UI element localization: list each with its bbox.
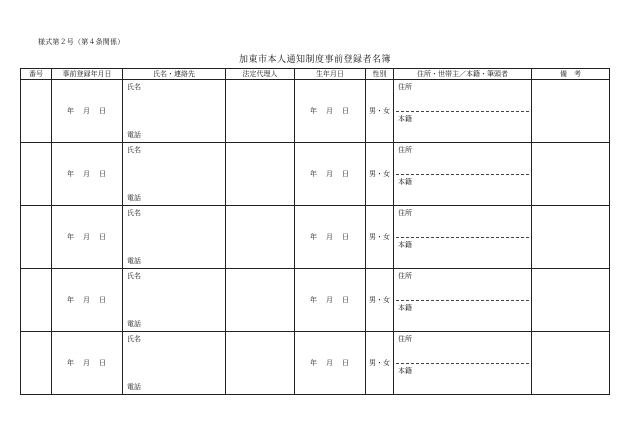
phone-label: 電話 [127,383,141,391]
month-label: 月 [83,233,91,241]
col-header-legal-representative: 法定代理人 [226,69,295,80]
address-label: 住所 [398,146,412,154]
day-label: 日 [342,296,350,304]
domicile-label: 本籍 [398,241,412,249]
registration-date-cell[interactable] [52,80,123,143]
col-header-remarks: 備 考 [532,69,610,80]
registration-date-cell[interactable] [52,332,123,395]
gender-cell[interactable] [366,143,394,206]
domicile-label: 本籍 [398,178,412,186]
phone-label: 電話 [127,257,141,265]
month-label: 月 [326,296,334,304]
col-header-registration-date: 事前登録年月日 [52,69,123,80]
dashed-divider [396,300,529,301]
address-domicile-cell[interactable] [394,143,532,206]
gender-label: 男・女 [369,359,390,367]
day-label: 日 [99,233,107,241]
name-label: 氏名 [127,335,141,343]
legal-representative-cell[interactable] [226,206,295,269]
year-label: 年 [310,359,318,367]
month-label: 月 [83,296,91,304]
table-row [21,332,610,395]
address-label: 住所 [398,83,412,91]
name-label: 氏名 [127,146,141,154]
legal-representative-cell[interactable] [226,269,295,332]
birth-date-cell[interactable] [295,332,366,395]
address-domicile-cell[interactable] [394,206,532,269]
number-cell[interactable] [21,269,52,332]
phone-label: 電話 [127,131,141,139]
birth-date-cell[interactable] [295,143,366,206]
remarks-cell[interactable] [532,332,610,395]
form-number: 様式第２号（第４条関係） [38,38,125,46]
name-contact-cell[interactable] [123,143,226,206]
day-label: 日 [99,296,107,304]
gender-cell[interactable] [366,80,394,143]
birth-date-cell[interactable] [295,206,366,269]
month-label: 月 [326,107,334,115]
day-label: 日 [342,170,350,178]
day-label: 日 [99,359,107,367]
address-label: 住所 [398,209,412,217]
domicile-label: 本籍 [398,367,412,375]
registration-date-cell[interactable] [52,269,123,332]
gender-label: 男・女 [369,107,390,115]
name-label: 氏名 [127,272,141,280]
year-label: 年 [67,359,75,367]
month-label: 月 [326,233,334,241]
number-cell[interactable] [21,143,52,206]
gender-cell[interactable] [366,332,394,395]
day-label: 日 [342,359,350,367]
name-contact-cell[interactable] [123,206,226,269]
year-label: 年 [310,170,318,178]
remarks-cell[interactable] [532,80,610,143]
year-label: 年 [67,107,75,115]
day-label: 日 [99,170,107,178]
table-row [21,269,610,332]
table-row [21,143,610,206]
year-label: 年 [310,233,318,241]
address-domicile-cell[interactable] [394,269,532,332]
document-title: 加東市本人通知制度事前登録者名簿 [238,55,391,65]
dashed-divider [396,111,529,112]
header-row [21,69,610,80]
address-domicile-cell[interactable] [394,332,532,395]
col-header-name-contact: 氏名・連絡先 [123,69,226,80]
registration-date-cell[interactable] [52,143,123,206]
dashed-divider [396,237,529,238]
table-row [21,206,610,269]
col-header-birth-date: 生年月日 [295,69,366,80]
month-label: 月 [83,107,91,115]
registration-date-cell[interactable] [52,206,123,269]
year-label: 年 [67,296,75,304]
table-row [21,80,610,143]
number-cell[interactable] [21,206,52,269]
birth-date-cell[interactable] [295,269,366,332]
name-contact-cell[interactable] [123,269,226,332]
name-contact-cell[interactable] [123,332,226,395]
month-label: 月 [83,359,91,367]
registrant-table [20,68,610,395]
year-label: 年 [67,170,75,178]
month-label: 月 [83,170,91,178]
legal-representative-cell[interactable] [226,80,295,143]
month-label: 月 [326,359,334,367]
day-label: 日 [342,107,350,115]
gender-label: 男・女 [369,233,390,241]
number-cell[interactable] [21,80,52,143]
remarks-cell[interactable] [532,269,610,332]
name-label: 氏名 [127,209,141,217]
year-label: 年 [67,233,75,241]
legal-representative-cell[interactable] [226,332,295,395]
legal-representative-cell[interactable] [226,143,295,206]
gender-label: 男・女 [369,170,390,178]
dashed-divider [396,174,529,175]
gender-cell[interactable] [366,206,394,269]
remarks-cell[interactable] [532,143,610,206]
col-header-gender: 性別 [366,69,394,80]
col-header-address-domicile: 住所・世帯主／本籍・筆頭者 [394,69,532,80]
domicile-label: 本籍 [398,115,412,123]
year-label: 年 [310,296,318,304]
gender-cell[interactable] [366,269,394,332]
col-header-number: 番号 [21,69,52,80]
remarks-cell[interactable] [532,206,610,269]
address-label: 住所 [398,335,412,343]
day-label: 日 [99,107,107,115]
domicile-label: 本籍 [398,304,412,312]
month-label: 月 [326,170,334,178]
number-cell[interactable] [21,332,52,395]
day-label: 日 [342,233,350,241]
gender-label: 男・女 [369,296,390,304]
name-contact-cell[interactable] [123,80,226,143]
birth-date-cell[interactable] [295,80,366,143]
phone-label: 電話 [127,320,141,328]
year-label: 年 [310,107,318,115]
name-label: 氏名 [127,83,141,91]
dashed-divider [396,363,529,364]
address-label: 住所 [398,272,412,280]
phone-label: 電話 [127,194,141,202]
address-domicile-cell[interactable] [394,80,532,143]
